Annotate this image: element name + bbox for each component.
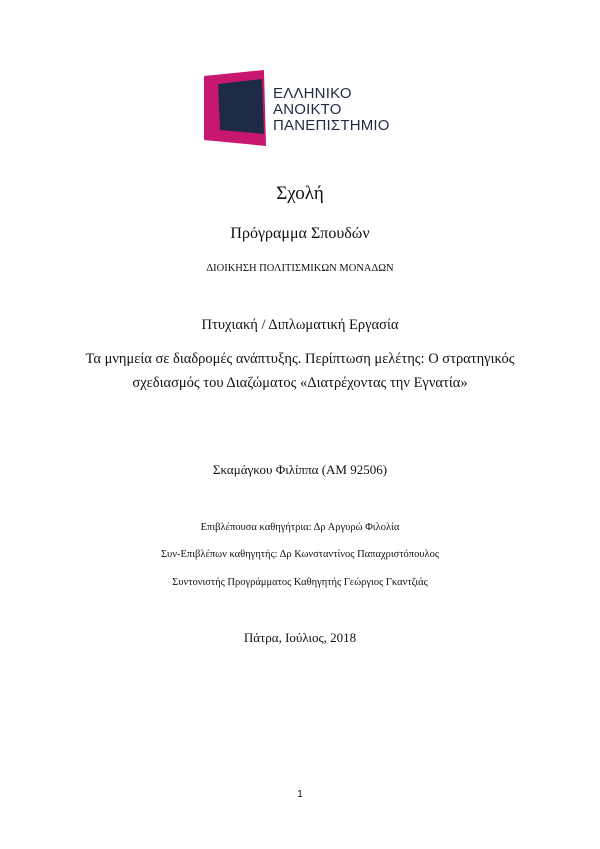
logo-line-2: ΑΝΟΙΚΤΟ: [273, 101, 342, 118]
logo-line-1: ΕΛΛΗΝΙΚΟ: [273, 85, 352, 102]
department-label: ΔΙΟΙΚΗΣΗ ΠΟΛΙΤΙΣΜΙΚΩΝ ΜΟΝΑΔΩΝ: [206, 263, 394, 274]
logo-line-3: ΠΑΝΕΠΙΣΤΗΜΙΟ: [273, 117, 390, 134]
page-number: 1: [297, 789, 303, 800]
place-date: Πάτρα, Ιούλιος, 2018: [243, 630, 357, 645]
logo-navy-shape: [218, 79, 264, 134]
logo-wordmark: [273, 86, 390, 134]
thesis-type: Πτυχιακή / Διπλωματική Εργασία: [201, 317, 399, 333]
school-heading: Σχολή: [276, 183, 324, 204]
author-name: Σκαμάγκου Φιλίππα (ΑΜ 92506): [212, 462, 388, 477]
thesis-title: Τα μνημεία σε διαδρομές ανάπτυξης. Περίπτωση μελέτης: Ο στρατηγικός σχεδιασμός του Διαζώματος «Διατρέχοντας την Εγνατία»: [85, 351, 515, 391]
program-heading: Πρόγραμμα Σπουδών: [230, 225, 370, 242]
supervisor-line: Επιβλέπουσα καθηγήτρια: Δρ Αργυρώ Φιλολία: [200, 522, 400, 533]
coordinator-line: Συντονιστής Προγράμματος Καθηγητής Γεώργιος Γκαντζιάς: [172, 577, 428, 588]
co-supervisor-line: Συν-Επιβλέπων καθηγητής: Δρ Κωνσταντίνος Παπαχριστόπουλος: [160, 549, 440, 560]
